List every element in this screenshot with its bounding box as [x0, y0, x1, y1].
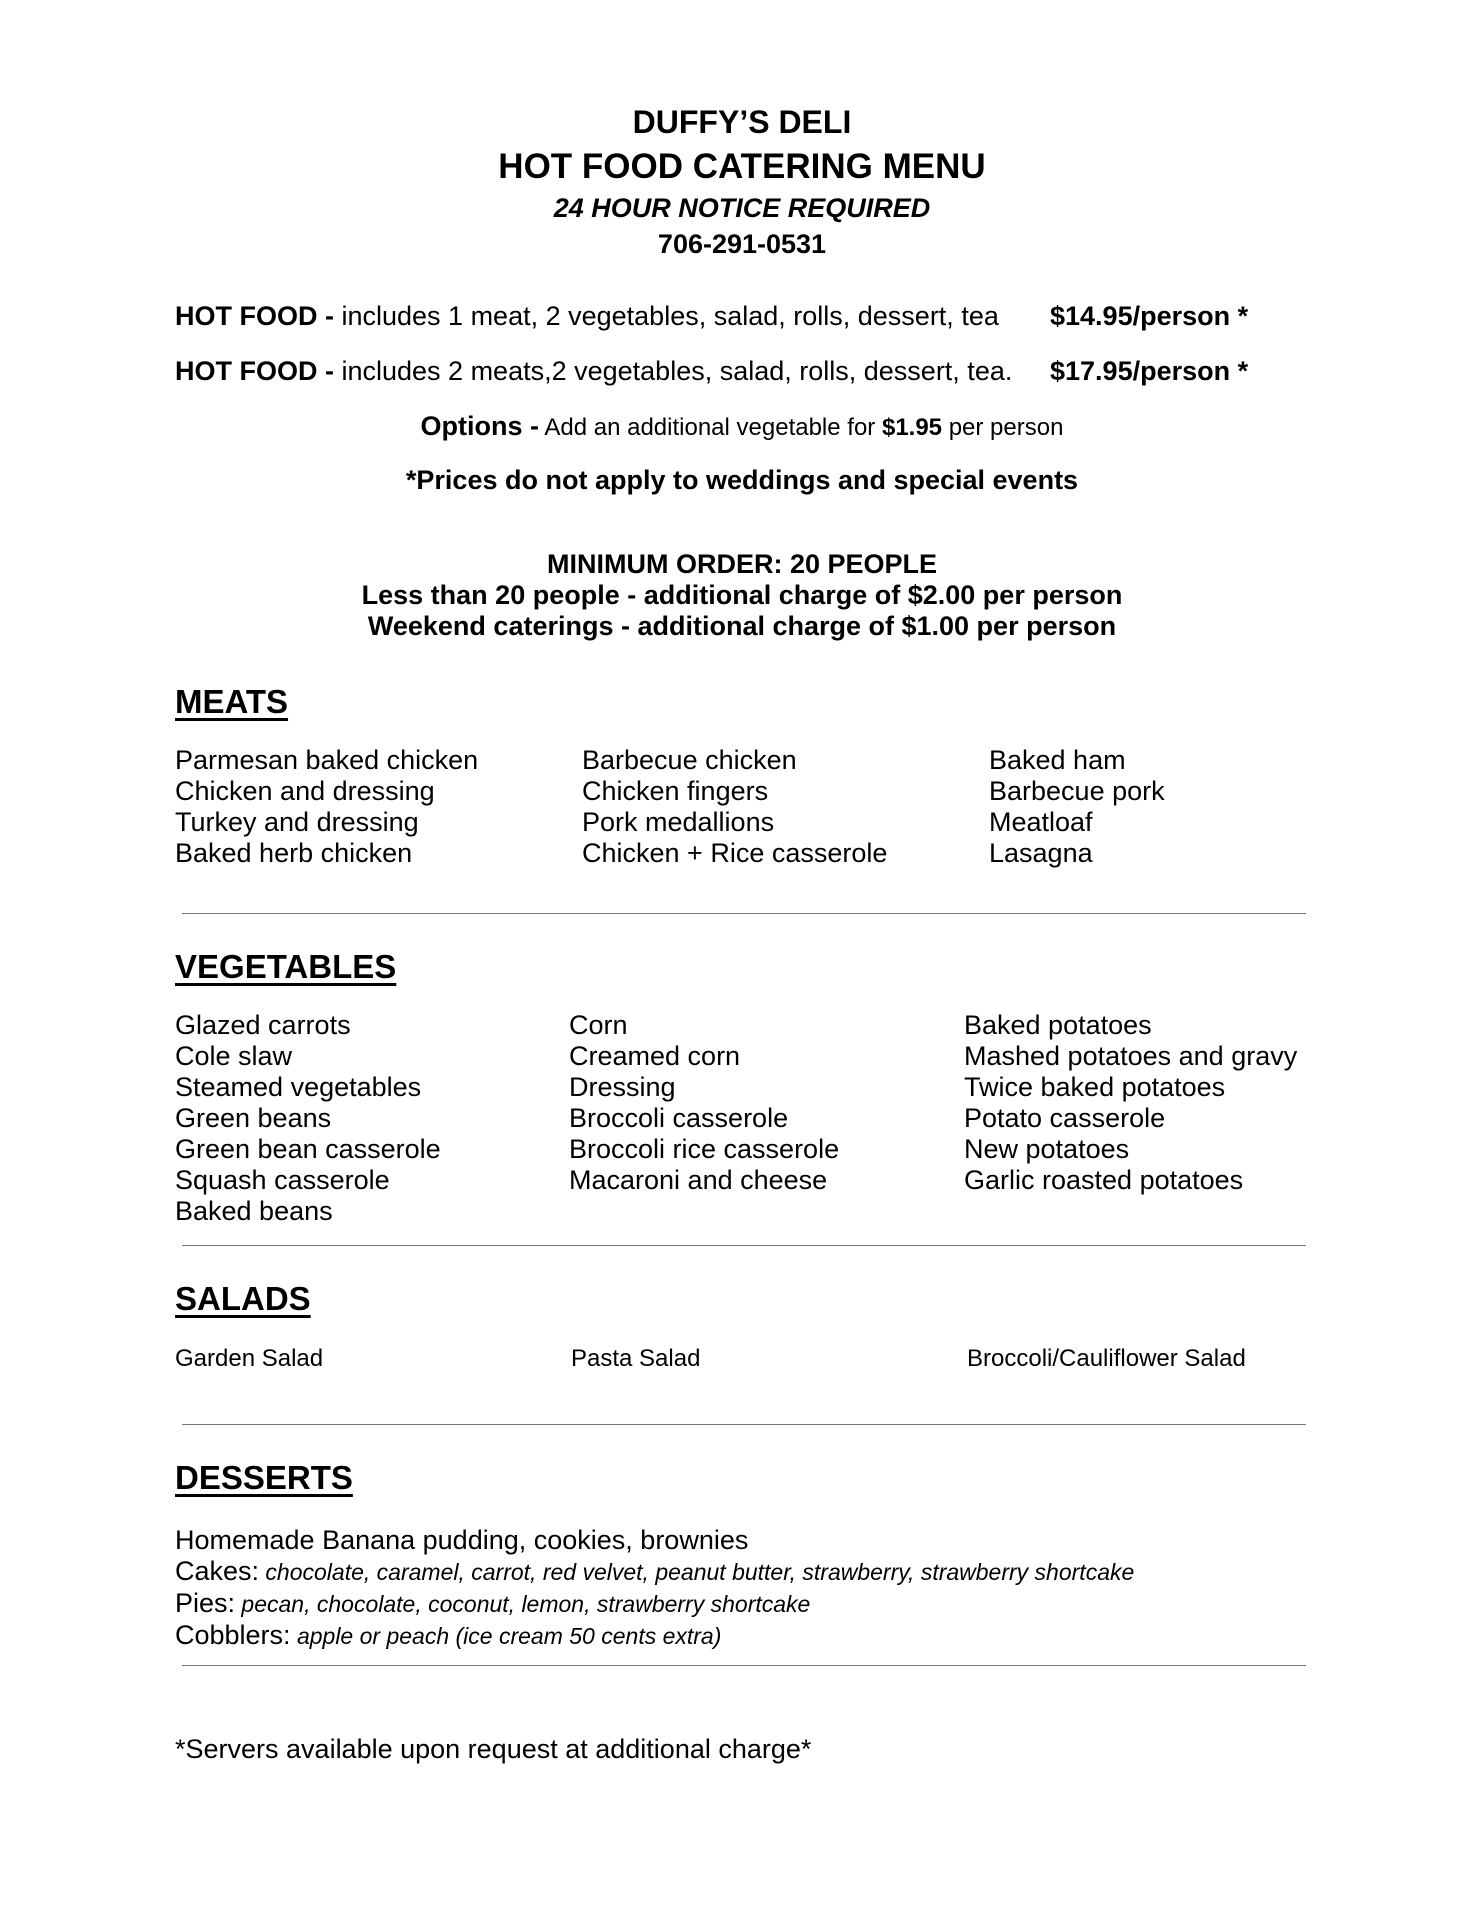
- pies-list: pecan, chocolate, coconut, lemon, strawberry shortcake: [235, 1591, 811, 1617]
- cobblers-list: apple or peach (ice cream 50 cents extra): [290, 1623, 722, 1649]
- salad-item: Broccoli/Cauliflower Salad: [967, 1345, 1246, 1372]
- meat-item: Baked ham: [989, 745, 1126, 775]
- vegetable-item: Broccoli rice casserole: [569, 1134, 840, 1164]
- vegetable-item: Twice baked potatoes: [964, 1072, 1226, 1102]
- vegetables-column-1: [175, 1010, 441, 1227]
- options-price: $1.95: [881, 414, 943, 441]
- vegetable-item: Potato casserole: [964, 1103, 1166, 1133]
- meat-item: Chicken fingers: [582, 776, 769, 806]
- deli-name: DUFFY’S DELI: [632, 104, 852, 140]
- vegetable-item: Baked beans: [175, 1196, 333, 1226]
- meat-item: Chicken and dressing: [175, 776, 435, 806]
- package-label: HOT FOOD -: [175, 301, 334, 331]
- meat-item: Lasagna: [989, 838, 1093, 868]
- package-1: [175, 298, 1325, 334]
- vegetable-item: Squash casserole: [175, 1165, 390, 1195]
- menu-header: [0, 100, 1484, 262]
- minimum-order-line: MINIMUM ORDER: 20 PEOPLE: [546, 549, 938, 579]
- phone-number: 706-291-0531: [657, 229, 827, 259]
- package-label: HOT FOOD -: [175, 356, 334, 386]
- divider: [182, 1665, 1306, 1666]
- salad-item-2: [571, 1343, 700, 1374]
- salad-item: Pasta Salad: [571, 1345, 701, 1372]
- package-description: includes 1 meat, 2 vegetables, salad, rolls, dessert, tea: [333, 301, 999, 331]
- meats-column-3: [989, 745, 1165, 869]
- vegetable-item: Glazed carrots: [175, 1010, 351, 1040]
- vegetable-item: Dressing: [569, 1072, 676, 1102]
- salad-item: Garden Salad: [175, 1345, 324, 1372]
- meat-item: Turkey and dressing: [175, 807, 419, 837]
- pricing-disclaimer: *Prices do not apply to weddings and special events: [405, 465, 1079, 495]
- desserts-heading: DESSERTS: [175, 1459, 353, 1496]
- meat-item: Parmesan baked chicken: [175, 745, 479, 775]
- meats-column-1: [175, 745, 478, 869]
- cakes-label: Cakes:: [175, 1556, 260, 1586]
- package-2: [175, 353, 1325, 389]
- divider: [182, 1424, 1306, 1425]
- vegetable-item: Green bean casserole: [175, 1134, 441, 1164]
- package-price: $14.95/person *: [1050, 301, 1249, 331]
- vegetable-item: Baked potatoes: [964, 1010, 1152, 1040]
- dessert-cakes: [175, 1556, 1134, 1588]
- meat-item: Chicken + Rice casserole: [582, 838, 888, 868]
- salad-item-3: [967, 1343, 1246, 1374]
- vegetables-column-3: [964, 1010, 1297, 1196]
- options-text-pre: Add an additional vegetable for: [539, 414, 882, 441]
- vegetable-item: New potatoes: [964, 1134, 1130, 1164]
- vegetable-item: Green beans: [175, 1103, 332, 1133]
- meat-item: Meatloaf: [989, 807, 1093, 837]
- notice-text: 24 HOUR NOTICE REQUIRED: [553, 193, 931, 223]
- vegetable-item: Macaroni and cheese: [569, 1165, 828, 1195]
- vegetables-heading: VEGETABLES: [175, 948, 397, 985]
- meat-item: Pork medallions: [582, 807, 775, 837]
- cobblers-label: Cobblers:: [175, 1620, 291, 1650]
- small-group-charge: Less than 20 people - additional charge of $2.00 per person: [361, 580, 1123, 610]
- weekend-charge: Weekend caterings - additional charge of $1.00 per person: [367, 611, 1117, 641]
- options-label: Options -: [420, 411, 540, 441]
- meats-column-2: [582, 745, 887, 869]
- minimum-order-block: [0, 549, 1484, 642]
- vegetables-column-2: [569, 1010, 839, 1196]
- dessert-homemade: Homemade Banana pudding, cookies, brownies: [175, 1525, 749, 1555]
- package-price: $17.95/person *: [1050, 356, 1249, 386]
- servers-note: *Servers available upon request at additional charge*: [175, 1734, 812, 1764]
- meat-item: Barbecue chicken: [582, 745, 797, 775]
- vegetable-item: Corn: [569, 1010, 628, 1040]
- options-line: [0, 408, 1484, 446]
- meats-heading: MEATS: [175, 683, 289, 720]
- menu-title: HOT FOOD CATERING MENU: [498, 147, 986, 186]
- options-text-post: per person: [942, 414, 1064, 441]
- dessert-pies: [175, 1588, 1134, 1620]
- divider: [182, 913, 1306, 914]
- desserts-list: [175, 1525, 1134, 1652]
- salads-heading: SALADS: [175, 1280, 311, 1317]
- divider: [182, 1245, 1306, 1246]
- package-description: includes 2 meats,2 vegetables, salad, rolls, dessert, tea.: [333, 356, 1013, 386]
- meat-item: Barbecue pork: [989, 776, 1165, 806]
- vegetable-item: Steamed vegetables: [175, 1072, 422, 1102]
- vegetable-item: Garlic roasted potatoes: [964, 1165, 1244, 1195]
- dessert-cobblers: [175, 1620, 1134, 1652]
- salad-item-1: [175, 1343, 323, 1374]
- cakes-list: chocolate, caramel, carrot, red velvet, peanut butter, strawberry, strawberry shortcake: [259, 1559, 1135, 1585]
- vegetable-item: Mashed potatoes and gravy: [964, 1041, 1298, 1071]
- vegetable-item: Broccoli casserole: [569, 1103, 789, 1133]
- meat-item: Baked herb chicken: [175, 838, 413, 868]
- pies-label: Pies:: [175, 1588, 236, 1618]
- vegetable-item: Cole slaw: [175, 1041, 293, 1071]
- vegetable-item: Creamed corn: [569, 1041, 741, 1071]
